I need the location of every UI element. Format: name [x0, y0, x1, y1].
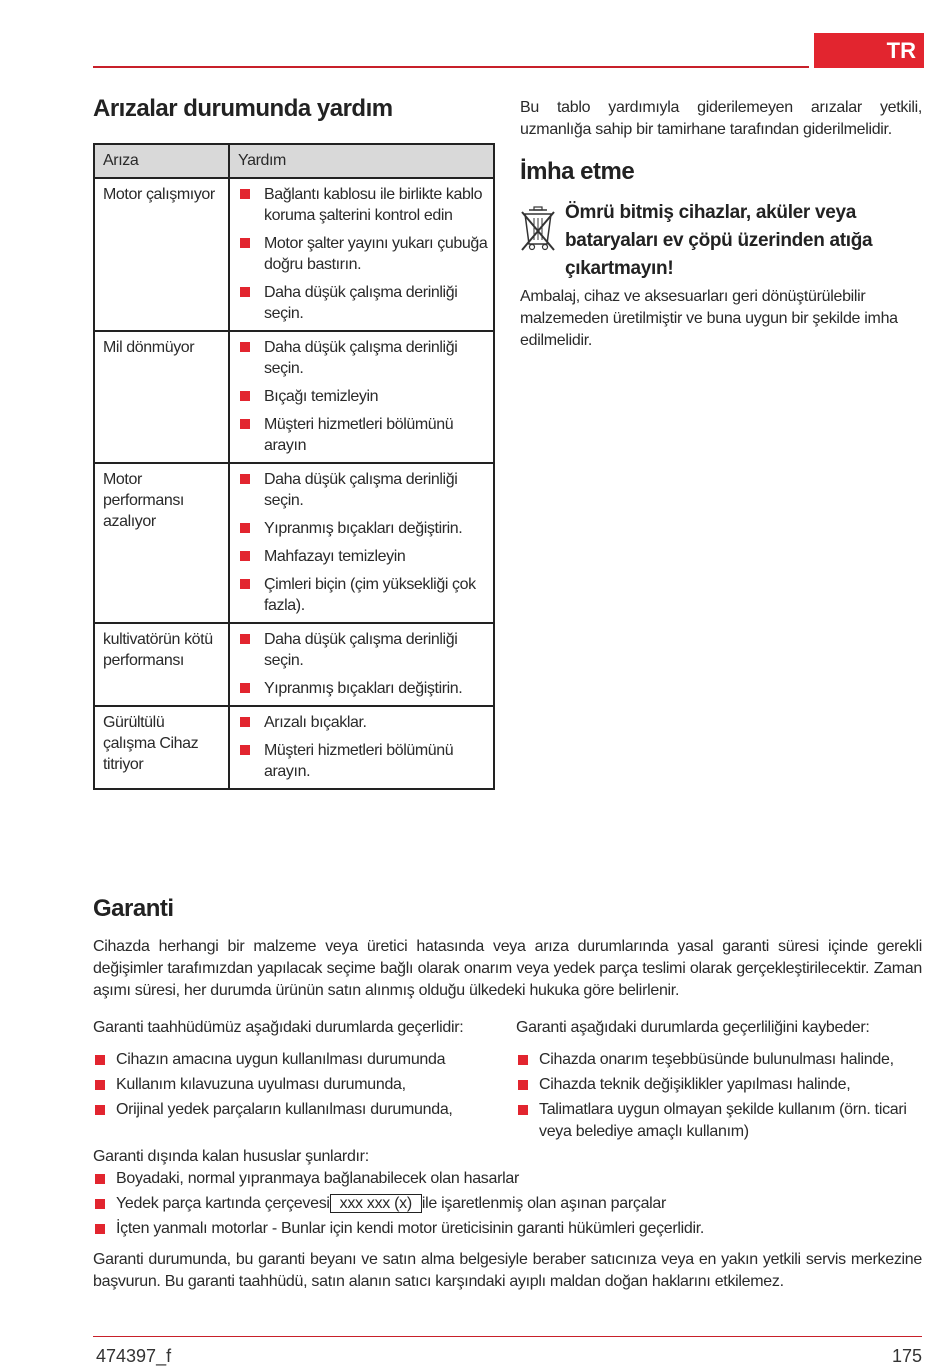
list-item: Motor şalter yayını yukarı çubuğa doğru bastırın. — [236, 233, 489, 275]
warranty-title: Garanti — [93, 895, 174, 922]
help-cell — [229, 178, 494, 331]
bullet-square-icon — [240, 745, 250, 755]
list-item: Cihazda teknik değişiklikler yapılması halinde, — [516, 1074, 922, 1096]
bullet-square-icon — [518, 1055, 528, 1065]
bullet-square-icon — [95, 1199, 105, 1209]
fault-table — [93, 143, 495, 790]
warranty-excluded — [93, 1146, 922, 1243]
help-cell — [229, 706, 494, 789]
bullet-square-icon — [518, 1080, 528, 1090]
list-item: Daha düşük çalışma derinliği seçin. — [236, 629, 489, 671]
fault-cell: Motor çalışmıyor — [94, 178, 229, 331]
list-item: Daha düşük çalışma derinliği seçin. — [236, 282, 489, 324]
disposal-body: Ambalaj, cihaz ve aksesuarları geri dönüştürülebilir malzemeden üretilmiştir ve buna uygun bir şekilde imha edilmelidir. — [520, 288, 898, 349]
warranty-excluded-list — [93, 1168, 922, 1240]
bullet-square-icon — [518, 1105, 528, 1115]
bullet-square-icon — [240, 391, 250, 401]
list-item: Müşteri hizmetleri bölümünü arayın. — [236, 740, 489, 782]
list-item: Daha düşük çalışma derinliği seçin. — [236, 337, 489, 379]
table-row — [94, 463, 494, 623]
list-item: İçten yanmalı motorlar - Bunlar için kendi motor üreticisinin garanti hükümleri geçerlidir. — [93, 1218, 922, 1240]
page-number: 175 — [891, 1346, 922, 1366]
list-item: Arızalı bıçaklar. — [236, 712, 489, 733]
table-row — [94, 623, 494, 706]
bullet-square-icon — [240, 551, 250, 561]
fault-section-title: Arızalar durumunda yardım — [93, 95, 393, 122]
warranty-valid-list — [93, 1049, 503, 1121]
column-header-fault: Arıza — [94, 144, 229, 178]
bullet-square-icon — [95, 1055, 105, 1065]
warranty-excluded-heading: Garanti dışında kalan hususlar şunlardır: — [93, 1148, 369, 1165]
list-item: Talimatlara uygun olmayan şekilde kullanım (örn. ticari veya belediye amaçlı kullanım) — [516, 1099, 922, 1143]
bullet-square-icon — [95, 1174, 105, 1184]
column-header-help: Yardım — [229, 144, 494, 178]
repair-note: Bu tablo yardımıyla giderilemeyen arızalar yetkili, uzmanlığa sahip bir tamirhane tarafından giderilmelidir. — [520, 99, 922, 138]
list-item: Boyadaki, normal yıpranmaya bağlanabilecek olan hasarlar — [93, 1168, 922, 1190]
bullet-square-icon — [240, 579, 250, 589]
fault-cell: kultivatörün kötü performansı — [94, 623, 229, 706]
list-item: Daha düşük çalışma derinliği seçin. — [236, 469, 489, 511]
list-item: Yıpranmış bıçakları değiştirin. — [236, 518, 489, 539]
bullet-square-icon — [240, 523, 250, 533]
table-row — [94, 178, 494, 331]
warranty-void-column — [516, 1017, 922, 1146]
warranty-valid-heading: Garanti taahhüdümüz aşağıdaki durumlarda geçerlidir: — [93, 1019, 464, 1036]
warranty-void-heading: Garanti aşağıdaki durumlarda geçerliliğini kaybeder: — [516, 1019, 870, 1036]
fault-cell: Motor performansı azalıyor — [94, 463, 229, 623]
bullet-square-icon — [240, 474, 250, 484]
list-item: Çimleri biçin (çim yüksekliği çok fazla). — [236, 574, 489, 616]
help-cell — [229, 463, 494, 623]
crossed-bin-icon — [520, 206, 556, 252]
language-tab: TR — [814, 33, 924, 68]
fault-cell: Gürültülü çalışma Cihaz titriyor — [94, 706, 229, 789]
bullet-square-icon — [240, 419, 250, 429]
list-item: Kullanım kılavuzuna uyulması durumunda, — [93, 1074, 503, 1096]
bullet-square-icon — [240, 717, 250, 727]
help-cell — [229, 623, 494, 706]
list-item: Bıçağı temizleyin — [236, 386, 489, 407]
document-id: 474397_f — [96, 1346, 172, 1366]
table-header-row — [94, 144, 494, 178]
warranty-final: Garanti durumunda, bu garanti beyanı ve satın alma belgesiyle beraber satıcınıza veya en yakın yetkili servis merkezine başvurun. Bu garanti taahhüdü, satın alanın satıcı karşındaki ayıplı maldan doğan haklarını etkilemez. — [93, 1251, 922, 1290]
warranty-intro: Cihazda herhangi bir malzeme veya üretici hatasında veya arıza durumlarında yasal garanti süresi içinde gerekli değişimler tarafımızdan yapılacak seçime bağlı olarak onarım veya yedek parça teslimi olarak gerçekleştirilecektir. Zaman aşımı süresi, her durumda ürünün satın alınmış olduğu ülkedeki hukuka göre belirlenir. — [93, 938, 922, 999]
warranty-void-list — [516, 1049, 922, 1143]
table-row — [94, 331, 494, 463]
bullet-square-icon — [240, 342, 250, 352]
bullet-square-icon — [95, 1105, 105, 1115]
bullet-square-icon — [240, 683, 250, 693]
part-code-box: xxx xxx (x) — [330, 1194, 422, 1213]
bullet-square-icon — [240, 287, 250, 297]
table-row — [94, 706, 494, 789]
list-item: Mahfazayı temizleyin — [236, 546, 489, 567]
header-rule — [93, 66, 809, 68]
bullet-square-icon — [240, 238, 250, 248]
disposal-warning: Ömrü bitmiş cihazlar, aküler veya bataryaları ev çöpü üzerinden atığa çıkartmayın! — [565, 202, 873, 279]
list-item: Cihazın amacına uygun kullanılması durumunda — [93, 1049, 503, 1071]
list-item: Orijinal yedek parçaların kullanılması durumunda, — [93, 1099, 503, 1121]
list-item: Cihazda onarım teşebbüsünde bulunulması halinde, — [516, 1049, 922, 1071]
fault-cell: Mil dönmüyor — [94, 331, 229, 463]
footer-rule — [93, 1336, 922, 1337]
help-cell — [229, 331, 494, 463]
bullet-square-icon — [95, 1080, 105, 1090]
bullet-square-icon — [240, 634, 250, 644]
list-item: Bağlantı kablosu ile birlikte kablo koruma şalterini kontrol edin — [236, 184, 489, 226]
warranty-valid-column — [93, 1017, 503, 1124]
list-item: Yedek parça kartında çerçevesi xxx xxx (x) ile işaretlenmiş olan aşınan parçalar — [93, 1193, 922, 1215]
list-item: Müşteri hizmetleri bölümünü arayın — [236, 414, 489, 456]
bullet-square-icon — [95, 1224, 105, 1234]
list-item: Yıpranmış bıçakları değiştirin. — [236, 678, 489, 699]
disposal-title: İmha etme — [520, 158, 635, 185]
bullet-square-icon — [240, 189, 250, 199]
